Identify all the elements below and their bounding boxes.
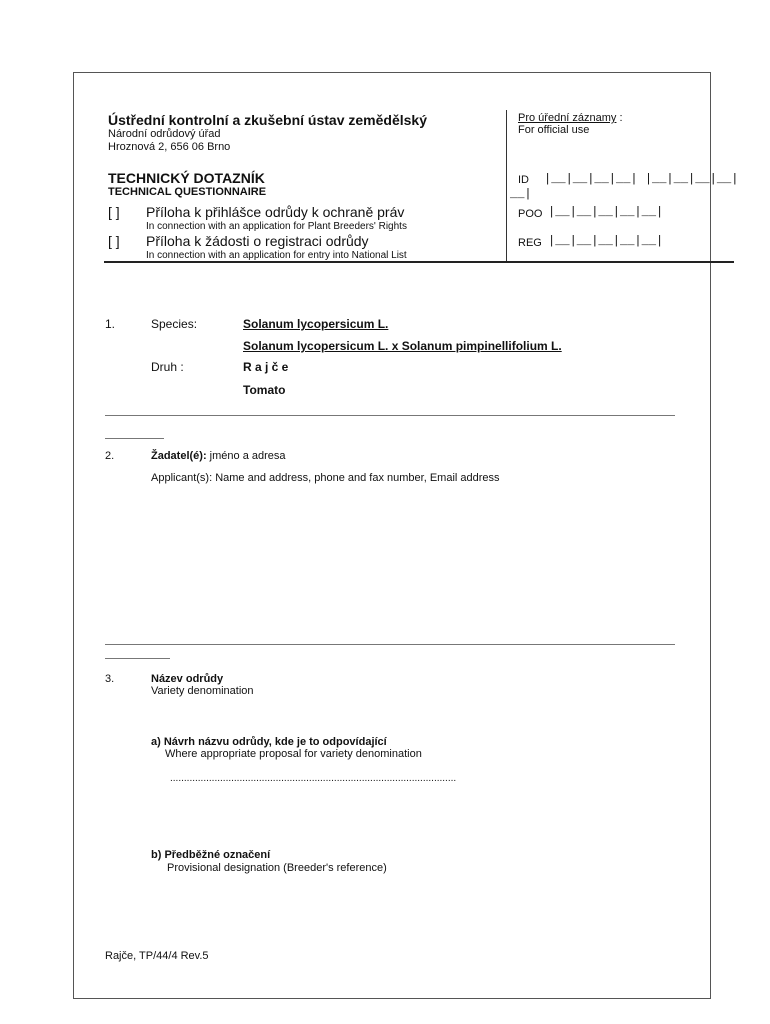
id-boxes[interactable]: |__|__|__|__| |__|__|__|__| [544, 172, 739, 186]
species-value-2: Solanum lycopersicum L. x Solanum pimpinellifolium L. [243, 339, 562, 353]
official-label-en: For official use [518, 124, 590, 136]
variety-title: Název odrůdy [151, 673, 224, 685]
id-boxes-continued: __| [510, 187, 532, 201]
institute-name: Ústřední kontrolní a zkušební ústav zemědělský [108, 112, 427, 128]
option2-label: Příloha k žádosti o registraci odrůdy [146, 233, 369, 249]
footer-reference: Rajče, TP/44/4 Rev.5 [105, 950, 209, 962]
species-value-1: Solanum lycopersicum L. [243, 317, 389, 331]
section1-number: 1. [105, 317, 116, 331]
proposal-title: a) Návrh názvu odrůdy, kde je to odpovídající [151, 736, 387, 748]
official-label-colon: : [616, 112, 623, 124]
druh-value: R a j č e [243, 360, 289, 374]
separator-line-tail [105, 658, 170, 659]
title-en: TECHNICAL QUESTIONNAIRE [108, 186, 267, 198]
option2-sublabel: In connection with an application for entry into National List [146, 250, 407, 261]
header-divider-horizontal [104, 261, 734, 263]
reg-label: REG [518, 237, 542, 249]
office-name: Národní odrůdový úřad [108, 128, 221, 140]
separator-line [105, 415, 675, 416]
id-label: ID [518, 174, 529, 186]
header-divider-vertical [506, 110, 507, 262]
applicant-title [151, 450, 286, 462]
applicant-title-bold: Žadatel(é): [151, 450, 207, 462]
druh-label: Druh : [151, 360, 184, 374]
proposal-subtitle: Where appropriate proposal for variety denomination [165, 748, 422, 760]
provisional-subtitle: Provisional designation (Breeder's reference) [167, 862, 387, 874]
poo-boxes[interactable]: |__|__|__|__|__| [548, 205, 664, 219]
separator-line-tail [105, 438, 164, 439]
option1-label: Příloha k přihlášce odrůdy k ochraně práv [146, 204, 405, 220]
applicant-title-rest: jméno a adresa [206, 450, 286, 462]
poo-label: POO [518, 208, 543, 220]
section3-number: 3. [105, 673, 115, 685]
variety-subtitle: Variety denomination [151, 685, 254, 697]
applicant-subtitle: Applicant(s): Name and address, phone and fax number, Email address [151, 472, 500, 484]
office-address: Hroznová 2, 656 06 Brno [108, 141, 231, 153]
druh-en: Tomato [243, 383, 286, 397]
official-label-cz: Pro úřední záznamy [518, 112, 617, 124]
proposal-dotted-field[interactable]: ....................................................................................................... [170, 773, 457, 784]
option1-sublabel: In connection with an application for Plant Breeders' Rights [146, 221, 407, 232]
species-label: Species: [151, 317, 198, 331]
option1-checkbox[interactable]: [ ] [108, 204, 120, 220]
option2-checkbox[interactable]: [ ] [108, 233, 120, 249]
separator-line [105, 644, 675, 645]
provisional-title: b) Předběžné označení [151, 849, 271, 861]
section2-number: 2. [105, 450, 115, 462]
official-label [518, 112, 623, 124]
reg-boxes[interactable]: |__|__|__|__|__| [548, 234, 664, 248]
title-cz: TECHNICKÝ DOTAZNÍK [108, 170, 265, 186]
